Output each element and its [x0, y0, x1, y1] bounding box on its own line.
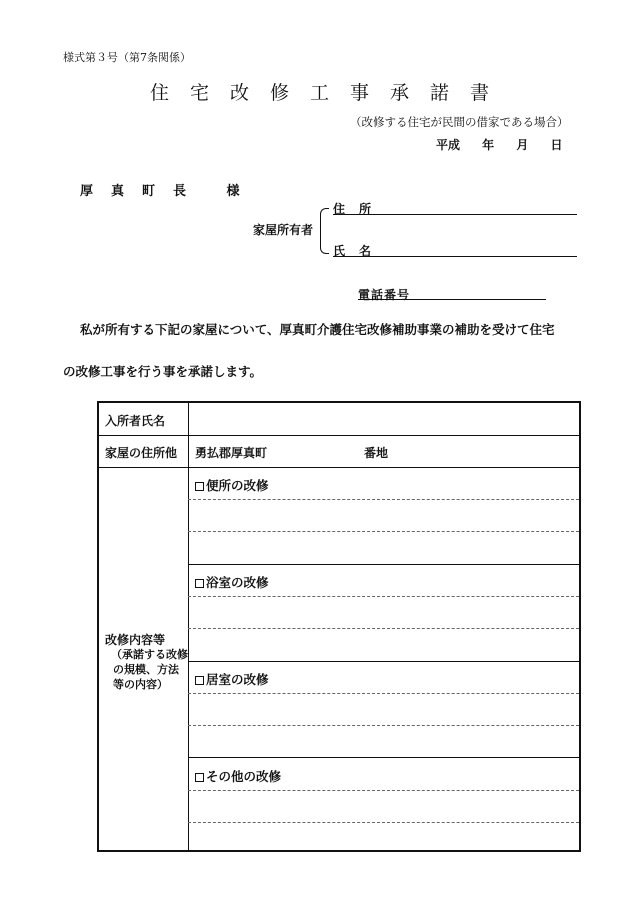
form-number: 様式第３号（第7条関係） — [63, 51, 191, 64]
category-toilet-label: 便所の改修 — [206, 478, 269, 493]
owner-bracket — [320, 208, 329, 254]
category-living-room[interactable] — [195, 670, 269, 688]
category-living-room-label: 居室の改修 — [206, 672, 269, 687]
dashed-divider — [188, 499, 579, 500]
house-address-label: 家屋の住所他 — [105, 446, 178, 460]
house-address-number-label: 番地 — [364, 446, 389, 460]
resident-name-label: 入所者氏名 — [105, 414, 166, 428]
checkbox-living-room[interactable] — [195, 676, 204, 685]
applicability-note: （改修する住宅が民間の借家である場合） — [350, 115, 569, 129]
dashed-divider — [188, 628, 579, 629]
owner-address-label: 住所 — [333, 202, 386, 216]
phone-label: 電話番号 — [358, 288, 411, 302]
section-divider — [188, 757, 579, 758]
content-sublabel-line-3: 等の内容） — [113, 678, 168, 691]
content-sublabel — [111, 647, 188, 692]
addressee: 厚真町長 様 — [80, 184, 258, 199]
date-line: 平成 年 月 日 — [436, 138, 563, 152]
row-divider — [99, 435, 579, 436]
phone-field[interactable] — [358, 299, 546, 300]
dashed-divider — [188, 596, 579, 597]
consent-text-line-2: の改修工事を行う事を承諾します。 — [63, 364, 263, 379]
checkbox-bathroom[interactable] — [195, 579, 204, 588]
category-other[interactable] — [195, 767, 281, 785]
category-toilet[interactable] — [195, 476, 269, 494]
row-divider — [99, 467, 579, 468]
checkbox-toilet[interactable] — [195, 482, 204, 491]
content-sublabel-line-1: （承諾する改修 — [111, 648, 188, 661]
category-other-label: その他の改修 — [206, 769, 282, 784]
table-column-divider — [188, 403, 189, 850]
section-divider — [188, 564, 579, 565]
checkbox-other[interactable] — [195, 773, 204, 782]
owner-name-field[interactable] — [333, 256, 577, 257]
dashed-divider — [188, 790, 579, 791]
content-sublabel-line-2: の規模、方法 — [113, 663, 179, 676]
section-divider — [188, 661, 579, 662]
resident-name-field[interactable] — [195, 412, 575, 428]
dashed-divider — [188, 531, 579, 532]
consent-text-line-1: 私が所有する下記の家屋について、厚真町介護住宅改修補助事業の補助を受けて住宅 — [80, 322, 555, 337]
document-title: 住宅改修工事承諾書 — [150, 82, 511, 104]
category-bathroom-label: 浴室の改修 — [206, 575, 269, 590]
dashed-divider — [188, 693, 579, 694]
dashed-divider — [188, 725, 579, 726]
dashed-divider — [188, 822, 579, 823]
owner-name-label: 氏名 — [333, 244, 386, 258]
category-bathroom[interactable] — [195, 573, 269, 591]
owner-label: 家屋所有者 — [253, 223, 314, 237]
house-address-town: 勇払郡厚真町 — [195, 446, 268, 460]
owner-address-field[interactable] — [333, 214, 577, 215]
renovation-table — [97, 401, 581, 852]
content-label: 改修内容等 — [105, 633, 166, 647]
